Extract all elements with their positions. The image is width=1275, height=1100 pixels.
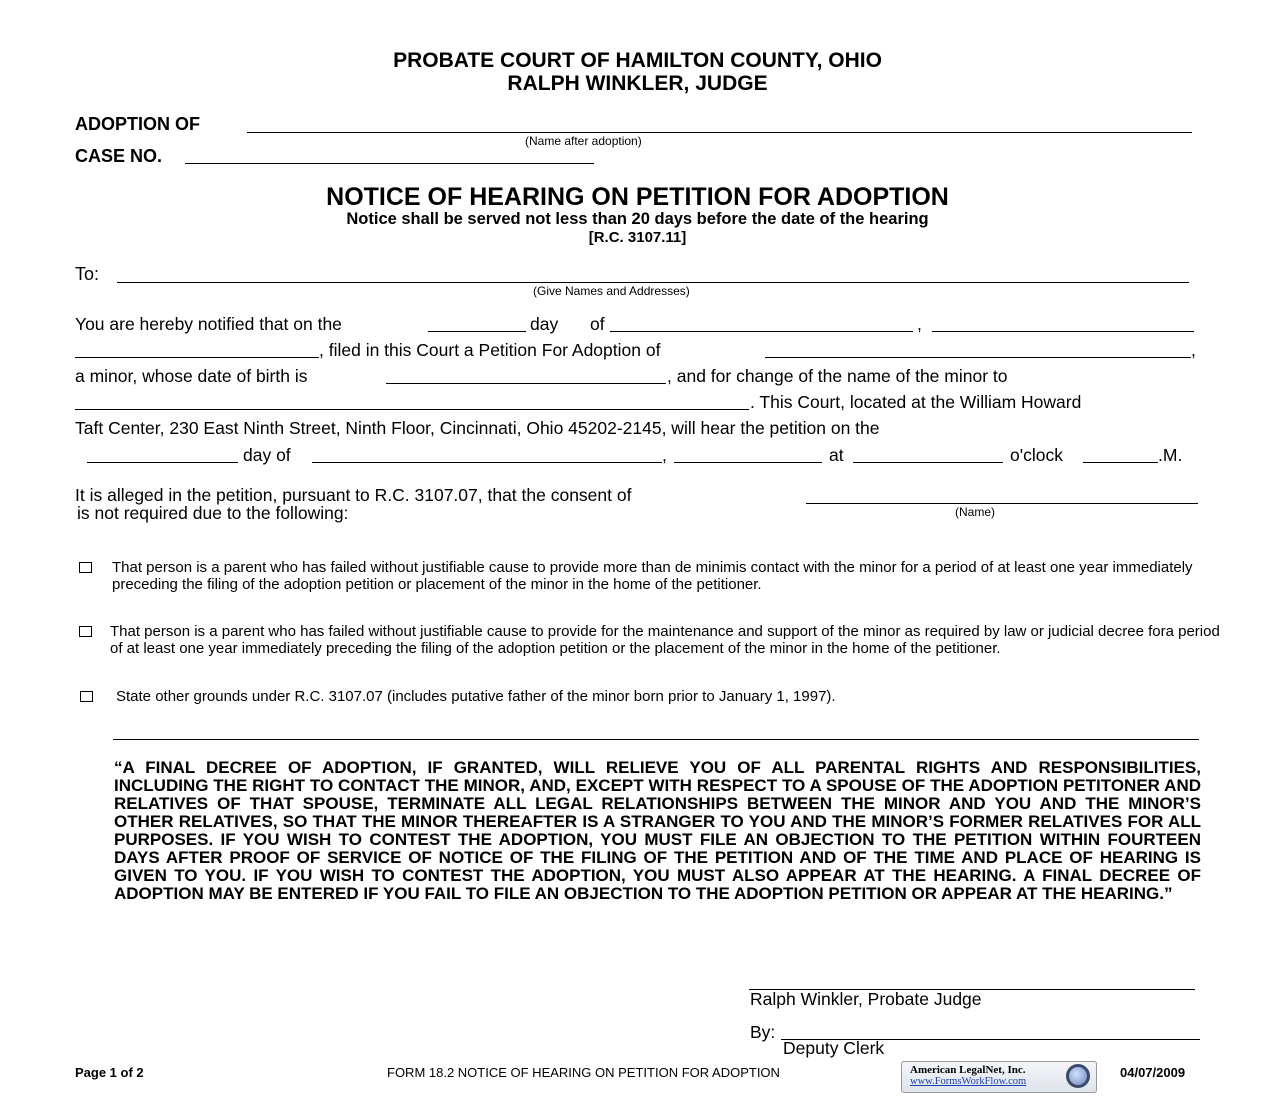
notice-filed-text: , filed in this Court a Petition For Adoption of (319, 340, 661, 360)
name-after-adoption-caption: (Name after adoption) (525, 134, 642, 148)
form-title: NOTICE OF HEARING ON PETITION FOR ADOPTION (326, 183, 949, 211)
by-label: By: (750, 1022, 776, 1042)
to-label: To: (75, 264, 100, 284)
statute-citation: [R.C. 3107.11] (588, 229, 687, 246)
filing-month-field[interactable] (610, 331, 913, 332)
consent-name-caption: (Name) (955, 505, 996, 519)
hearing-m-text: .M. (1158, 445, 1183, 465)
petitioner-field[interactable] (75, 357, 319, 358)
judge-name: RALPH WINKLER, JUDGE (507, 72, 768, 95)
notice-court-location: . This Court, located at the William Howard (750, 392, 1082, 412)
form-subtitle: Notice shall be served not less than 20 days before the date of the hearing (346, 210, 929, 228)
notice-of-word: of (590, 314, 605, 334)
globe-icon (1066, 1064, 1090, 1088)
hearing-day-of-text: day of (243, 445, 291, 465)
filing-year-field[interactable] (932, 331, 1194, 332)
hearing-oclock-text: o'clock (1010, 445, 1063, 465)
form-number: FORM 18.2 NOTICE OF HEARING ON PETITION FOR ADOPTION (387, 1065, 780, 1080)
filing-day-field[interactable] (428, 331, 526, 332)
date-of-birth-field[interactable] (386, 383, 666, 384)
court-name: PROBATE COURT OF HAMILTON COUNTY, OHIO (393, 49, 882, 72)
consent-text: It is alleged in the petition, pursuant to R.C. 3107.07, that the consent of (75, 485, 632, 505)
comma: , (917, 314, 922, 334)
hearing-ampm-field[interactable] (1083, 462, 1158, 463)
recipients-field[interactable] (117, 282, 1189, 283)
recipients-caption: (Give Names and Addresses) (533, 284, 690, 298)
other-grounds-field[interactable] (113, 739, 1199, 740)
ground-checkbox-3[interactable] (80, 691, 93, 702)
hearing-month-field[interactable] (312, 462, 662, 463)
hearing-day-field[interactable] (87, 462, 238, 463)
ground-checkbox-2[interactable] (79, 626, 92, 637)
adoption-of-field[interactable] (247, 132, 1192, 133)
consent-name-field[interactable] (806, 503, 1198, 504)
notice-intro: You are hereby notified that on the (75, 314, 342, 334)
judge-signature-name: Ralph Winkler, Probate Judge (750, 989, 982, 1009)
american-legalnet-logo[interactable] (901, 1061, 1097, 1093)
notice-address-text: Taft Center, 230 East Ninth Street, Ninth Floor, Cincinnati, Ohio 45202-2145, will hear the petition on the (75, 418, 880, 438)
notice-name-change-text: , and for change of the name of the minor to (667, 366, 1008, 386)
hearing-year-field[interactable] (674, 462, 822, 463)
notice-day-word: day (530, 314, 559, 334)
case-no-field[interactable] (185, 163, 594, 164)
hearing-time-field[interactable] (853, 462, 1003, 463)
form-date: 04/07/2009 (1120, 1065, 1186, 1080)
logo-website-link[interactable]: www.FormsWorkFlow.com (910, 1076, 1027, 1087)
ground-checkbox-1[interactable] (79, 562, 92, 573)
notice-dob-text: a minor, whose date of birth is (75, 366, 308, 386)
deputy-clerk-label: Deputy Clerk (783, 1038, 885, 1058)
hearing-at-text: at (829, 445, 844, 465)
logo-company-name: American LegalNet, Inc. (910, 1064, 1026, 1076)
case-no-label: CASE NO. (75, 146, 163, 166)
adoption-of-label: ADOPTION OF (75, 114, 200, 134)
comma: , (662, 445, 667, 465)
ground-text-2: That person is a parent who has failed without justifiable cause to provide for the maintenance and support of the minor as required by law or judicial decree fora period of at least one year immediately preceding the filing of the adoption petition or the placement of the minor in the home of the petitioner. (110, 623, 1220, 657)
page-number: Page 1 of 2 (75, 1065, 144, 1080)
ground-text-1: That person is a parent who has failed without justifiable cause to provide more than de minimis contact with the minor for a period of at least one year immediately preceding the filing of the adoption petition or placement of the minor in the home of the petitioner. (112, 559, 1193, 593)
ground-text-3: State other grounds under R.C. 3107.07 (includes putative father of the minor born prior to January 1, 1997). (116, 688, 836, 705)
final-decree-warning: “A FINAL DECREE OF ADOPTION, IF GRANTED, WILL RELIEVE YOU OF ALL PARENTAL RIGHTS AND RESPONSIBILITIES, INCLUDING THE RIGHT TO CONTACT THE MINOR, AND, EXCEPT WITH RESPECT TO A SPOUSE OF THE ADOPTION PETITONER AND RELATIVES OF THAT SPOUSE, TERMINATE ALL LEGAL RELATIONSHIPS BETWEEN THE MINOR AND YOU AND THE MINOR’S OTHER RELATIVES, SO THAT THE MINOR THEREAFTER IS A STRANGER TO YOU AND THE MINOR’S FORMER RELATIVES FOR ALL PURPOSES. IF YOU WISH TO CONTEST THE ADOPTION, YOU MUST FILE AN OBJECTION TO THE PETITION WITHIN FOURTEEN DAYS AFTER PROOF OF SERVICE OF NOTICE OF THE FILING OF THE PETITION AND OF THE TIME AND PLACE OF HEARING IS GIVEN TO YOU. IF YOU WISH TO CONTEST THE ADOPTION, YOU MUST ALSO APPEAR AT THE HEARING. A FINAL DECREE OF ADOPTION MAY BE ENTERED IF YOU FAIL TO FILE AN OBJECTION TO THE ADOPTION PETITION OR APPEAR AT THE HEARING.” (114, 758, 1201, 903)
consent-not-required-text: is not required due to the following: (77, 503, 349, 523)
new-name-field[interactable] (75, 409, 749, 410)
minor-name-field[interactable] (765, 357, 1191, 358)
comma: , (1191, 340, 1196, 360)
